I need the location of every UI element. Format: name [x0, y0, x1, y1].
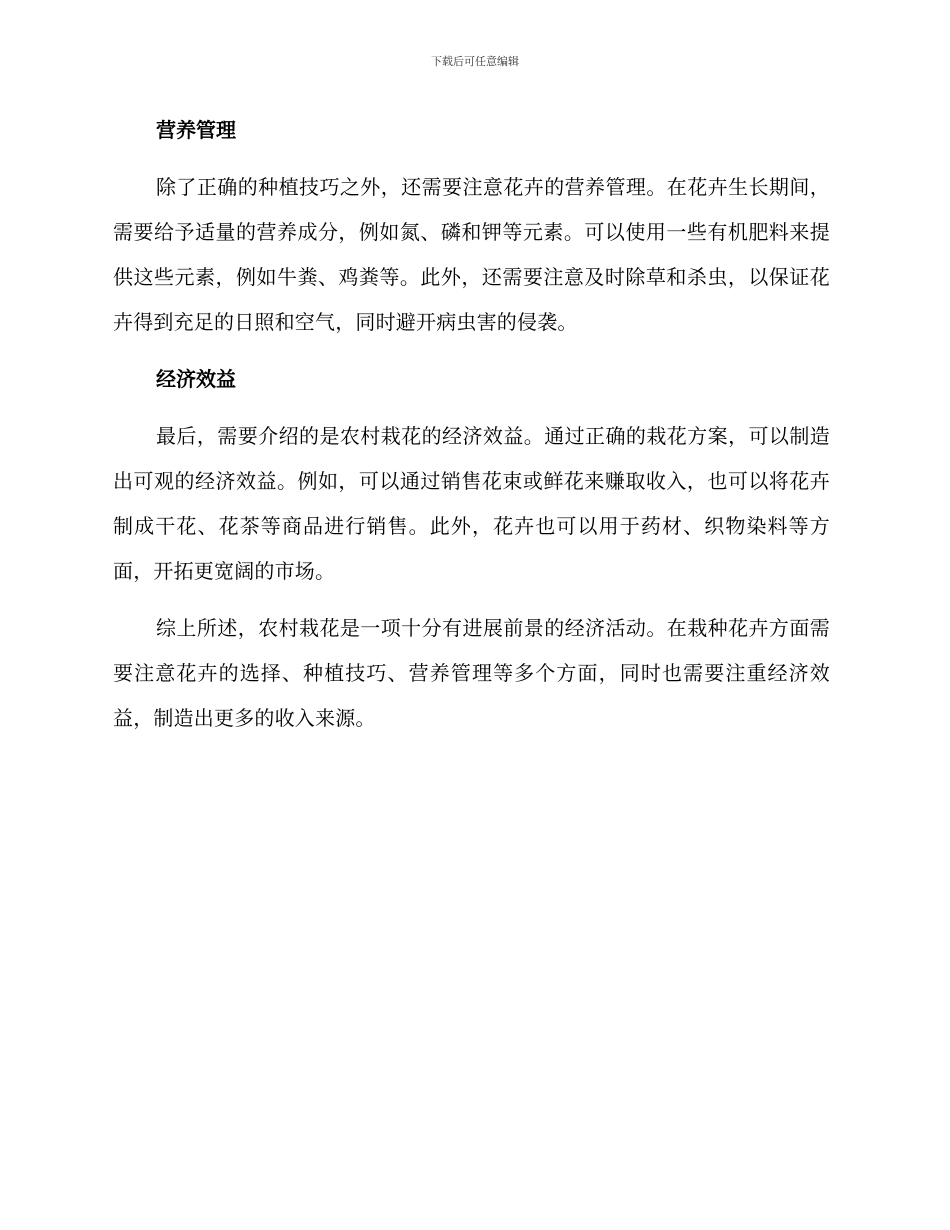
paragraph-conclusion: 综上所述，农村栽花是一项十分有进展前景的经济活动。在栽种花卉方面需要注意花卉的选择、种植技巧、营养管理等多个方面，同时也需要注重经济效益，制造出更多的收入来源。: [113, 616, 830, 730]
section-heading-nutrition: 营养管理: [156, 118, 236, 142]
page-header-note: 下载后可任意编辑: [431, 55, 519, 68]
document-body: [113, 108, 830, 741]
paragraph-economic-benefit: 最后，需要介绍的是农村栽花的经济效益。通过正确的栽花方案，可以制造出可观的经济效益。例如，可以通过销售花束或鲜花来赚取收入，也可以将花卉制成干花、花茶等商品进行销售。此外，花卉也可以用于药材、织物染料等方面，开拓更宽阔的市场。: [113, 424, 830, 583]
paragraph-nutrition: 除了正确的种植技巧之外，还需要注意花卉的营养管理。在花卉生长期间，需要给予适量的营养成分，例如氮、磷和钾等元素。可以使用一些有机肥料来提供这些元素，例如牛粪、鸡粪等。此外，还需要注意及时除草和杀虫，以保证花卉得到充足的日照和空气，同时避开病虫害的侵袭。: [113, 175, 830, 334]
section-heading-economic-benefit: 经济效益: [156, 367, 236, 391]
